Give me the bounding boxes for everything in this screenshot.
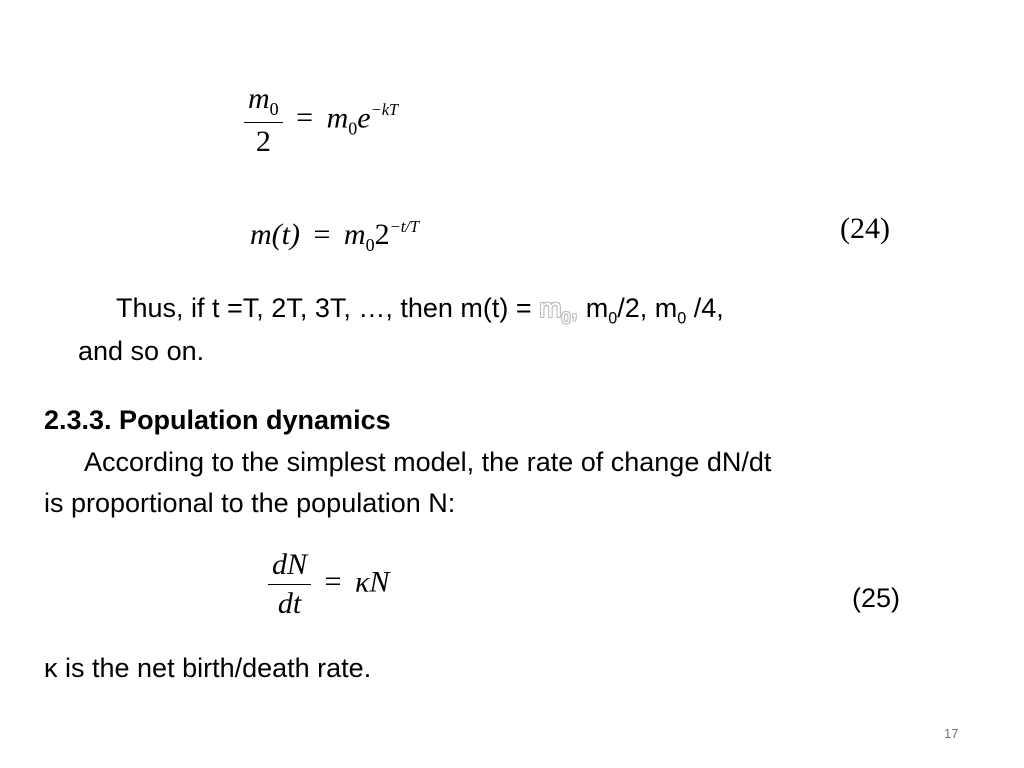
section-paragraph xyxy=(44,442,984,523)
page-number: 17 xyxy=(944,726,959,741)
equation-25-number: (25) xyxy=(852,583,901,613)
ghost-m0: $m_0$, xyxy=(539,293,579,328)
fraction-m0-over-2: $\frac{m_0}{2}$ xyxy=(244,82,283,159)
equation-25: $\frac{dN}{dt}$ = κN xyxy=(268,548,389,621)
equation-24-number: (24) xyxy=(840,212,890,245)
paragraph-sequence-line1: Thus, if t =T, 2T, 3T, …, then $m(t) = m_0$, $m_0/2$, $m_0$ /4, xyxy=(116,293,724,328)
section-heading: 2.3.3. Population dynamics xyxy=(44,405,391,435)
kappa-definition: κ is the net birth/death rate. xyxy=(44,653,372,683)
section-paragraph-line1: According to the simplest model, the rate of change dN/dt xyxy=(84,447,772,477)
section-paragraph-line2: is proportional to the population N: xyxy=(44,487,456,518)
equation-24: $m(t) = m_02^{-t/T}$ xyxy=(250,216,420,255)
paragraph-sequence-line2: and so on. xyxy=(78,335,205,366)
paragraph-sequence xyxy=(78,288,958,371)
equation-half-life: $\frac{m_0}{2}$ = $m_0e^{-kT}$ xyxy=(244,82,398,159)
fraction-dn-dt: $\frac{dN}{dt}$ xyxy=(268,548,311,621)
